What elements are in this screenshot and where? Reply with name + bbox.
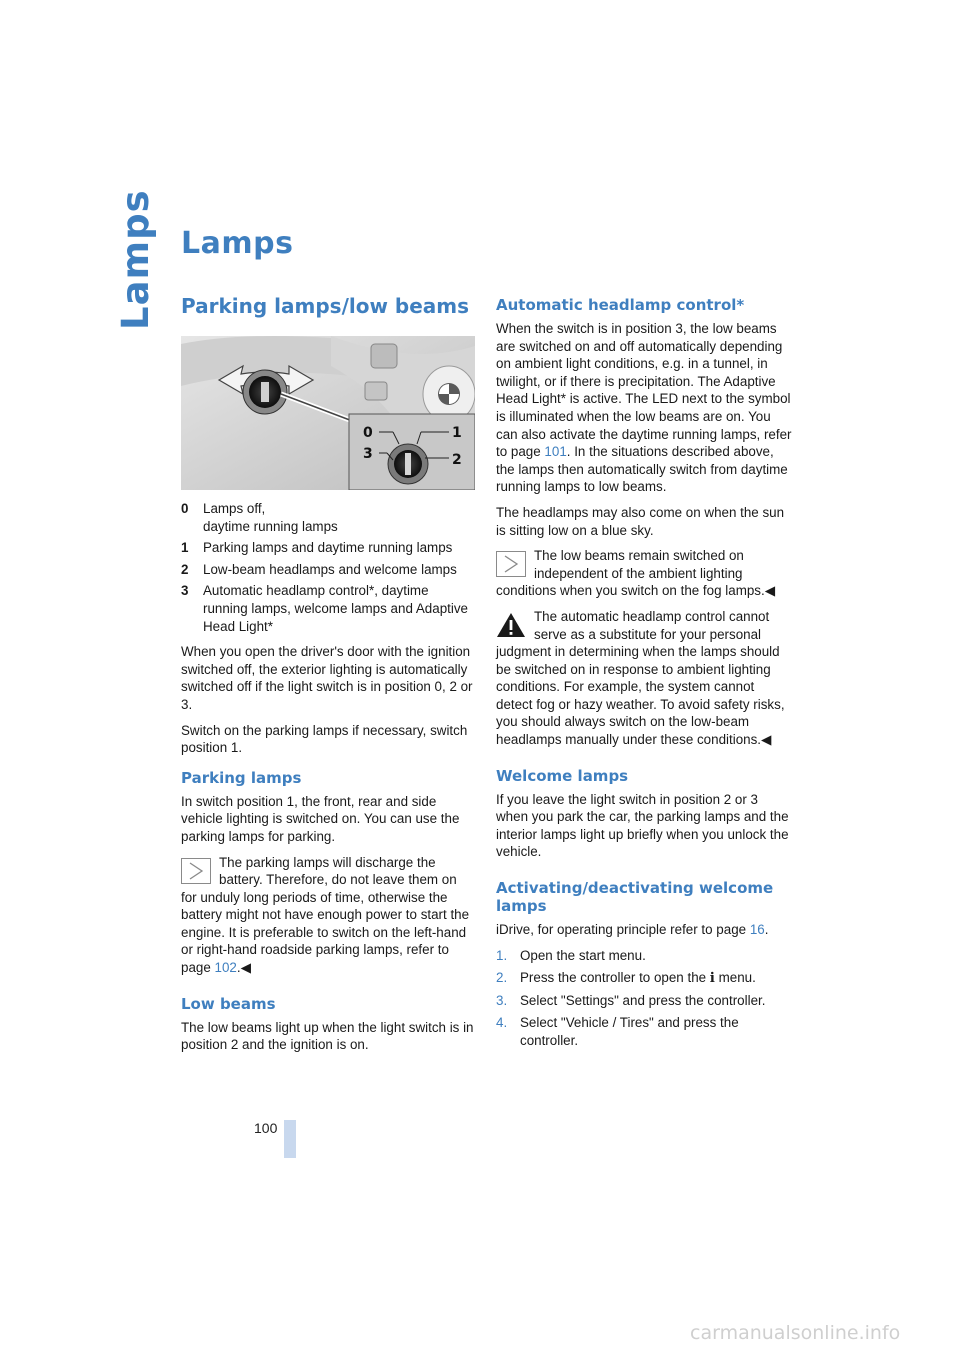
watermark: carmanualsonline.info	[690, 1322, 901, 1344]
activating-heading: Activating/deactivating welcome lamps	[496, 879, 774, 916]
list-item: 4. Select "Vehicle / Tires" and press the controller.	[496, 1015, 739, 1048]
list-item: 2. Press the controller to open the ℹ menu.	[496, 970, 756, 986]
right-column: Automatic headlamp control* When the switch is in position 3, the low beams are switched on and off automatically depending on ambient light conditions, e.g. in a tunnel, in twilight, or if there is precipitation. The Adaptive Head Light* is active. The LED next to the symbol is illuminated when the low beams are on. You can also activate the daytime running lamps, refer to page 101. In the situations described above, the lamps then automatically switch from daytime running lamps to low beams. The headlamps may also come on when the sun is sitting low on a blue sky. The low beams remain switched on independent of the ambient lighting conditions when you switch on the fog lamps.◀ The automatic headlamp control cannot serve as a substitute for your personal judgment in determining when the lamps should be switched on in response to ambient lighting conditions. For example, the system cannot detect fog or hazy weather. To avoid safety risks, you should always switch on the low-beam headlamps manually under these conditions.◀ Welcome lamps If you leave the light switch in position 2 or 3 when you park the car, the parking lamps and the interior lamps light up briefly when you unlock the vehicle. Activating/deactivating welcome lamps iDrive, for operating principle refer to page 16. 1. Open the start menu. 2. Press the controller to open the ℹ menu. 3. Select "Settings" and press the controller. 4. Select "Vehicle / Tires" and press the controller.	[496, 296, 792, 1048]
light-switch-figure	[181, 336, 475, 490]
note-icon	[496, 551, 526, 577]
left-column	[181, 500, 476, 1062]
figure-label-3: 3	[363, 446, 373, 462]
figure-label-2: 2	[452, 452, 462, 468]
note-block: The low beams remain switched on independent of the ambient lighting conditions when you switch on the fog lamps.◀	[496, 548, 776, 599]
auto-headlamp-heading: Automatic headlamp control*	[496, 296, 745, 314]
figure-label-0: 0	[363, 425, 373, 441]
page-link-102[interactable]: 102	[214, 960, 237, 976]
paragraph: The headlamps may also come on when the sun is sitting low on a blue sky.	[496, 504, 785, 538]
section-title: Parking lamps/low beams	[181, 294, 470, 318]
warning-icon	[496, 612, 526, 638]
note-block: The parking lamps will discharge the battery. Therefore, do not leave them on for unduly long periods of time, otherwise the battery might not have enough power to start the engine. It is preferable to switch on the left-hand or right-hand roadside parking lamps, refer to page 102.◀	[181, 854, 470, 976]
warning-block: The automatic headlamp control cannot serve as a substitute for your personal judgment in determining when the lamps should be switched on in response to ambient lighting conditions. For example, the system cannot detect fog or hazy weather. To avoid safety risks, you should always switch on the low-beam headlamps manually under these conditions.◀	[496, 608, 785, 748]
figure-label-1: 1	[452, 425, 462, 441]
page-link-101[interactable]: 101	[544, 444, 567, 460]
page-bar	[284, 1120, 296, 1158]
paragraph: The low beams light up when the light switch is in position 2 and the ignition is on.	[181, 1019, 474, 1053]
welcome-lamps-heading: Welcome lamps	[496, 766, 629, 785]
note-icon	[181, 858, 211, 884]
paragraph: When you open the driver's door with the ignition switched off, the exterior lighting is automatically switched off if the light switch is in position 0, 2 or 3.	[181, 644, 473, 712]
paragraph: Switch on the parking lamps if necessary, switch position 1.	[181, 722, 468, 756]
paragraph: If you leave the light switch in position 2 or 3 when you park the car, the parking lamps and the interior lamps light up briefly when you unlock the vehicle.	[496, 791, 789, 860]
side-tab	[112, 189, 157, 348]
list-item: 1. Open the start menu.	[496, 947, 646, 963]
side-tab-label: Lamps	[114, 189, 157, 330]
page-title: Lamps	[181, 226, 294, 261]
steps-list	[496, 947, 792, 1050]
legend-item: 3 Automatic headlamp control*, daytime running lamps, welcome lamps and Adaptive Head Light*	[181, 583, 468, 634]
page-link-16[interactable]: 16	[749, 922, 765, 938]
legend-item: 2 Low-beam headlamps and welcome lamps	[181, 561, 457, 577]
parking-lamps-heading: Parking lamps	[181, 768, 302, 787]
legend-item: 1 Parking lamps and daytime running lamps	[181, 540, 453, 556]
paragraph: In switch position 1, the front, rear and side vehicle lighting is switched on. You can use the parking lamps for parking.	[181, 793, 460, 844]
low-beams-heading: Low beams	[181, 994, 276, 1013]
figure-code	[478, 440, 488, 492]
legend-item: 0 Lamps off, daytime running lamps	[181, 501, 338, 534]
page-number: 100	[254, 1120, 278, 1136]
list-item: 3. Select "Settings" and press the controller.	[496, 992, 766, 1008]
